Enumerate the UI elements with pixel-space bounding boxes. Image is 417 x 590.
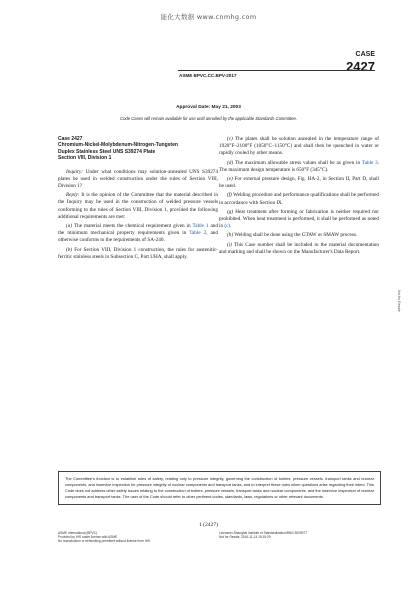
watermark-banner: 能化大数据 www.cnmhg.com	[160, 13, 257, 21]
requirement-text: and the minimum mechanical property requirements given in	[58, 223, 218, 237]
item-label: (i)	[227, 241, 232, 248]
item-label: (e)	[227, 176, 233, 183]
title-line: Case 2427	[58, 136, 83, 142]
side-margin-text: Not for Resale	[397, 290, 401, 312]
table-2-link[interactable]: Table 2	[189, 230, 207, 237]
paragraph-c-link[interactable]: (c)	[224, 223, 231, 230]
footer-line: Licensee=Shanghai Institute of Standardization/5964 5009977	[219, 531, 307, 535]
reply-paragraph	[58, 192, 218, 221]
inquiry-label: Inquiry:	[66, 168, 83, 175]
reply-text: It is the opinion of the Committee that the material described in the Inquiry may be used in the construction of welded pressure vessels conforming to the rules of Section VIII, Division 1, provided the following additional requirements are met:	[58, 192, 218, 220]
requirement-text: For Section VIII, Division 1 construction, the rules for austenitic-ferritic stainless steels in Subsection C, Part UHA, shall apply.	[58, 246, 218, 260]
requirement-text: .	[230, 223, 232, 230]
page-number: 1 (2427)	[198, 522, 219, 528]
inquiry-paragraph	[58, 169, 218, 191]
footer-line: Provided by IHS under license with ASME	[58, 535, 118, 540]
footer-right	[219, 531, 307, 539]
code-reference: ASME BPVC.CC.BPV-2017	[179, 73, 237, 78]
case-title	[58, 136, 218, 162]
title-line: Duplex Stainless Steel UNS S39274 Plate	[58, 148, 156, 155]
footer-line: No reproduction or networking permitted without license from IHS	[58, 539, 151, 544]
requirement-c	[219, 136, 379, 158]
table-1-link[interactable]: Table 1	[192, 223, 209, 230]
requirement-text: Welding shall be done using the GTAW or SMAW process.	[233, 232, 358, 239]
footer-line: ASME International (BPVC)	[58, 531, 98, 535]
requirement-text: Welding procedure and performance qualifications shall be performed in accordance with Section IX.	[219, 192, 379, 206]
committee-function-box: The Committee's function is to establish rules of safety, relating only to pressure integrity, governing the construction of boilers, pressure vessels, transport tanks and nuclear components, and inservice inspection for pressure integrity of nuclear components and transport tanks, and to interpret these rules when questions arise regarding their intent. This Code does not address other safety issues relating to the construction of boilers, pressure vessels, transport tanks and nuclear components, and the inservice inspection of nuclear components and transport tanks. The user of the Code should refer to other pertinent codes, standards, laws, regulations or other relevant documents.	[58, 471, 381, 505]
requirement-text: The plates shall be solution annealed in the temperature range of 1920°F–2100°F (1050°C–1150°C) and shall then be quenched in water or rapidly cooled by other means.	[219, 136, 379, 157]
title-line: Chromium-Nickel-Molybdenum-Nitrogen-Tungsten	[58, 142, 178, 149]
item-label: (h)	[227, 232, 234, 239]
requirement-i	[219, 242, 379, 256]
requirement-text: This Case number shall be included in the material documentation and marking and shall be shown on the Manufacturer's Data Report.	[219, 241, 379, 255]
requirement-a	[58, 223, 218, 245]
reply-label: Reply:	[66, 192, 80, 199]
item-label: (b)	[66, 246, 73, 253]
item-label: (a)	[66, 223, 73, 230]
item-label: (g)	[227, 208, 234, 215]
approval-date: Approval Date: May 21, 2003	[176, 105, 241, 110]
right-column	[219, 136, 379, 258]
requirement-e	[219, 176, 379, 190]
title-line: Section VIII, Division 1	[58, 155, 112, 162]
item-label: (c)	[227, 136, 233, 142]
left-column	[58, 136, 218, 263]
requirement-g	[219, 209, 379, 231]
requirement-text: The maximum allowable stress values shall be as given in	[233, 159, 362, 166]
item-label: (d)	[227, 159, 234, 166]
requirement-b	[58, 247, 218, 261]
requirement-h	[219, 232, 379, 239]
requirement-d	[219, 160, 379, 174]
case-label: CASE	[355, 51, 375, 58]
item-label: (f)	[227, 192, 232, 199]
requirement-text: . The maximum design temperature is 650°F (345°C).	[219, 159, 379, 173]
availability-note: Code Cases will remain available for use until annulled by the applicable Standards Committee.	[120, 116, 297, 121]
requirement-text: For external pressure design, Fig. HA-2, in Section II, Part D, shall be used.	[219, 176, 379, 190]
footer-left	[58, 531, 150, 544]
case-number: 2427	[346, 59, 375, 74]
footer-line: Not for Resale, 2016-11-14 15:15:29	[219, 535, 271, 540]
header-rule	[178, 70, 375, 71]
requirement-text: Heat treatment after forming or fabrication is neither required nor prohibited. When heat treatment is performed, it shall be performed as noted in	[219, 208, 379, 230]
table-3-link[interactable]: Table 3	[361, 159, 378, 166]
requirement-f	[219, 192, 379, 206]
inquiry-text: Under what conditions may solution-annealed UNS S39274 plates be used in welded construction under the rules of Section VIII, Division 1?	[58, 168, 218, 190]
requirement-text: , and otherwise conforms to the requirements of SA-240.	[58, 230, 218, 244]
requirement-text: The material meets the chemical requirement given in	[72, 223, 193, 230]
